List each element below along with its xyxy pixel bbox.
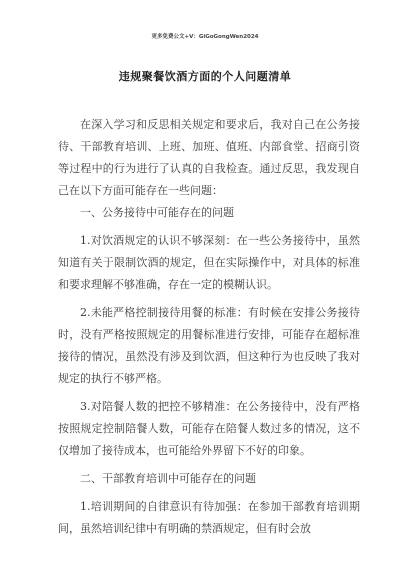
intro-paragraph: 在深入学习和反思相关规定和要求后，我对自己在公务接待、干部教育培训、上班、加班、值班、内部食堂、招商引资等过程中的行为进行了认真的自我检查。通过反思，我发现自己在以下方面可能存在一些问题： [58,118,360,197]
section-heading-2: 二、干部教育培训中可能存在的问题 [80,472,256,485]
list-item: 1.培训期间的自律意识有待加强：在参加干部教育培训期间，虽然培训纪律中有明确的禁酒规定，但有时会放 [58,500,360,535]
section-heading-1: 一、公务接待中可能存在的问题 [80,206,234,219]
page-header: 更多免费公文+V：GiGoGongWen2024 [151,34,259,40]
list-item: 1.对饮酒规定的认识不够深刻：在一些公务接待中，虽然知道有关于限制饮酒的规定，但在实际操作中，对具体的标准和要求理解不够准确，存在一定的模糊认识。 [58,234,360,291]
list-item: 2.未能严格控制接待用餐的标准：有时候在安排公务接待时，没有严格按照规定的用餐标准进行安排，可能存在超标准接待的情况，虽然没有涉及到饮酒，但这种行为也反映了我对规定的执行不够严格。 [58,306,360,385]
list-item: 3.对陪餐人数的把控不够精准：在公务接待中，没有严格按照规定控制陪餐人数，可能存在陪餐人数过多的情况，这不仅增加了接待成本，也可能给外界留下不好的印象。 [58,400,360,457]
document-body [58,114,360,540]
document-title: 违规聚餐饮酒方面的个人问题清单 [118,70,292,83]
